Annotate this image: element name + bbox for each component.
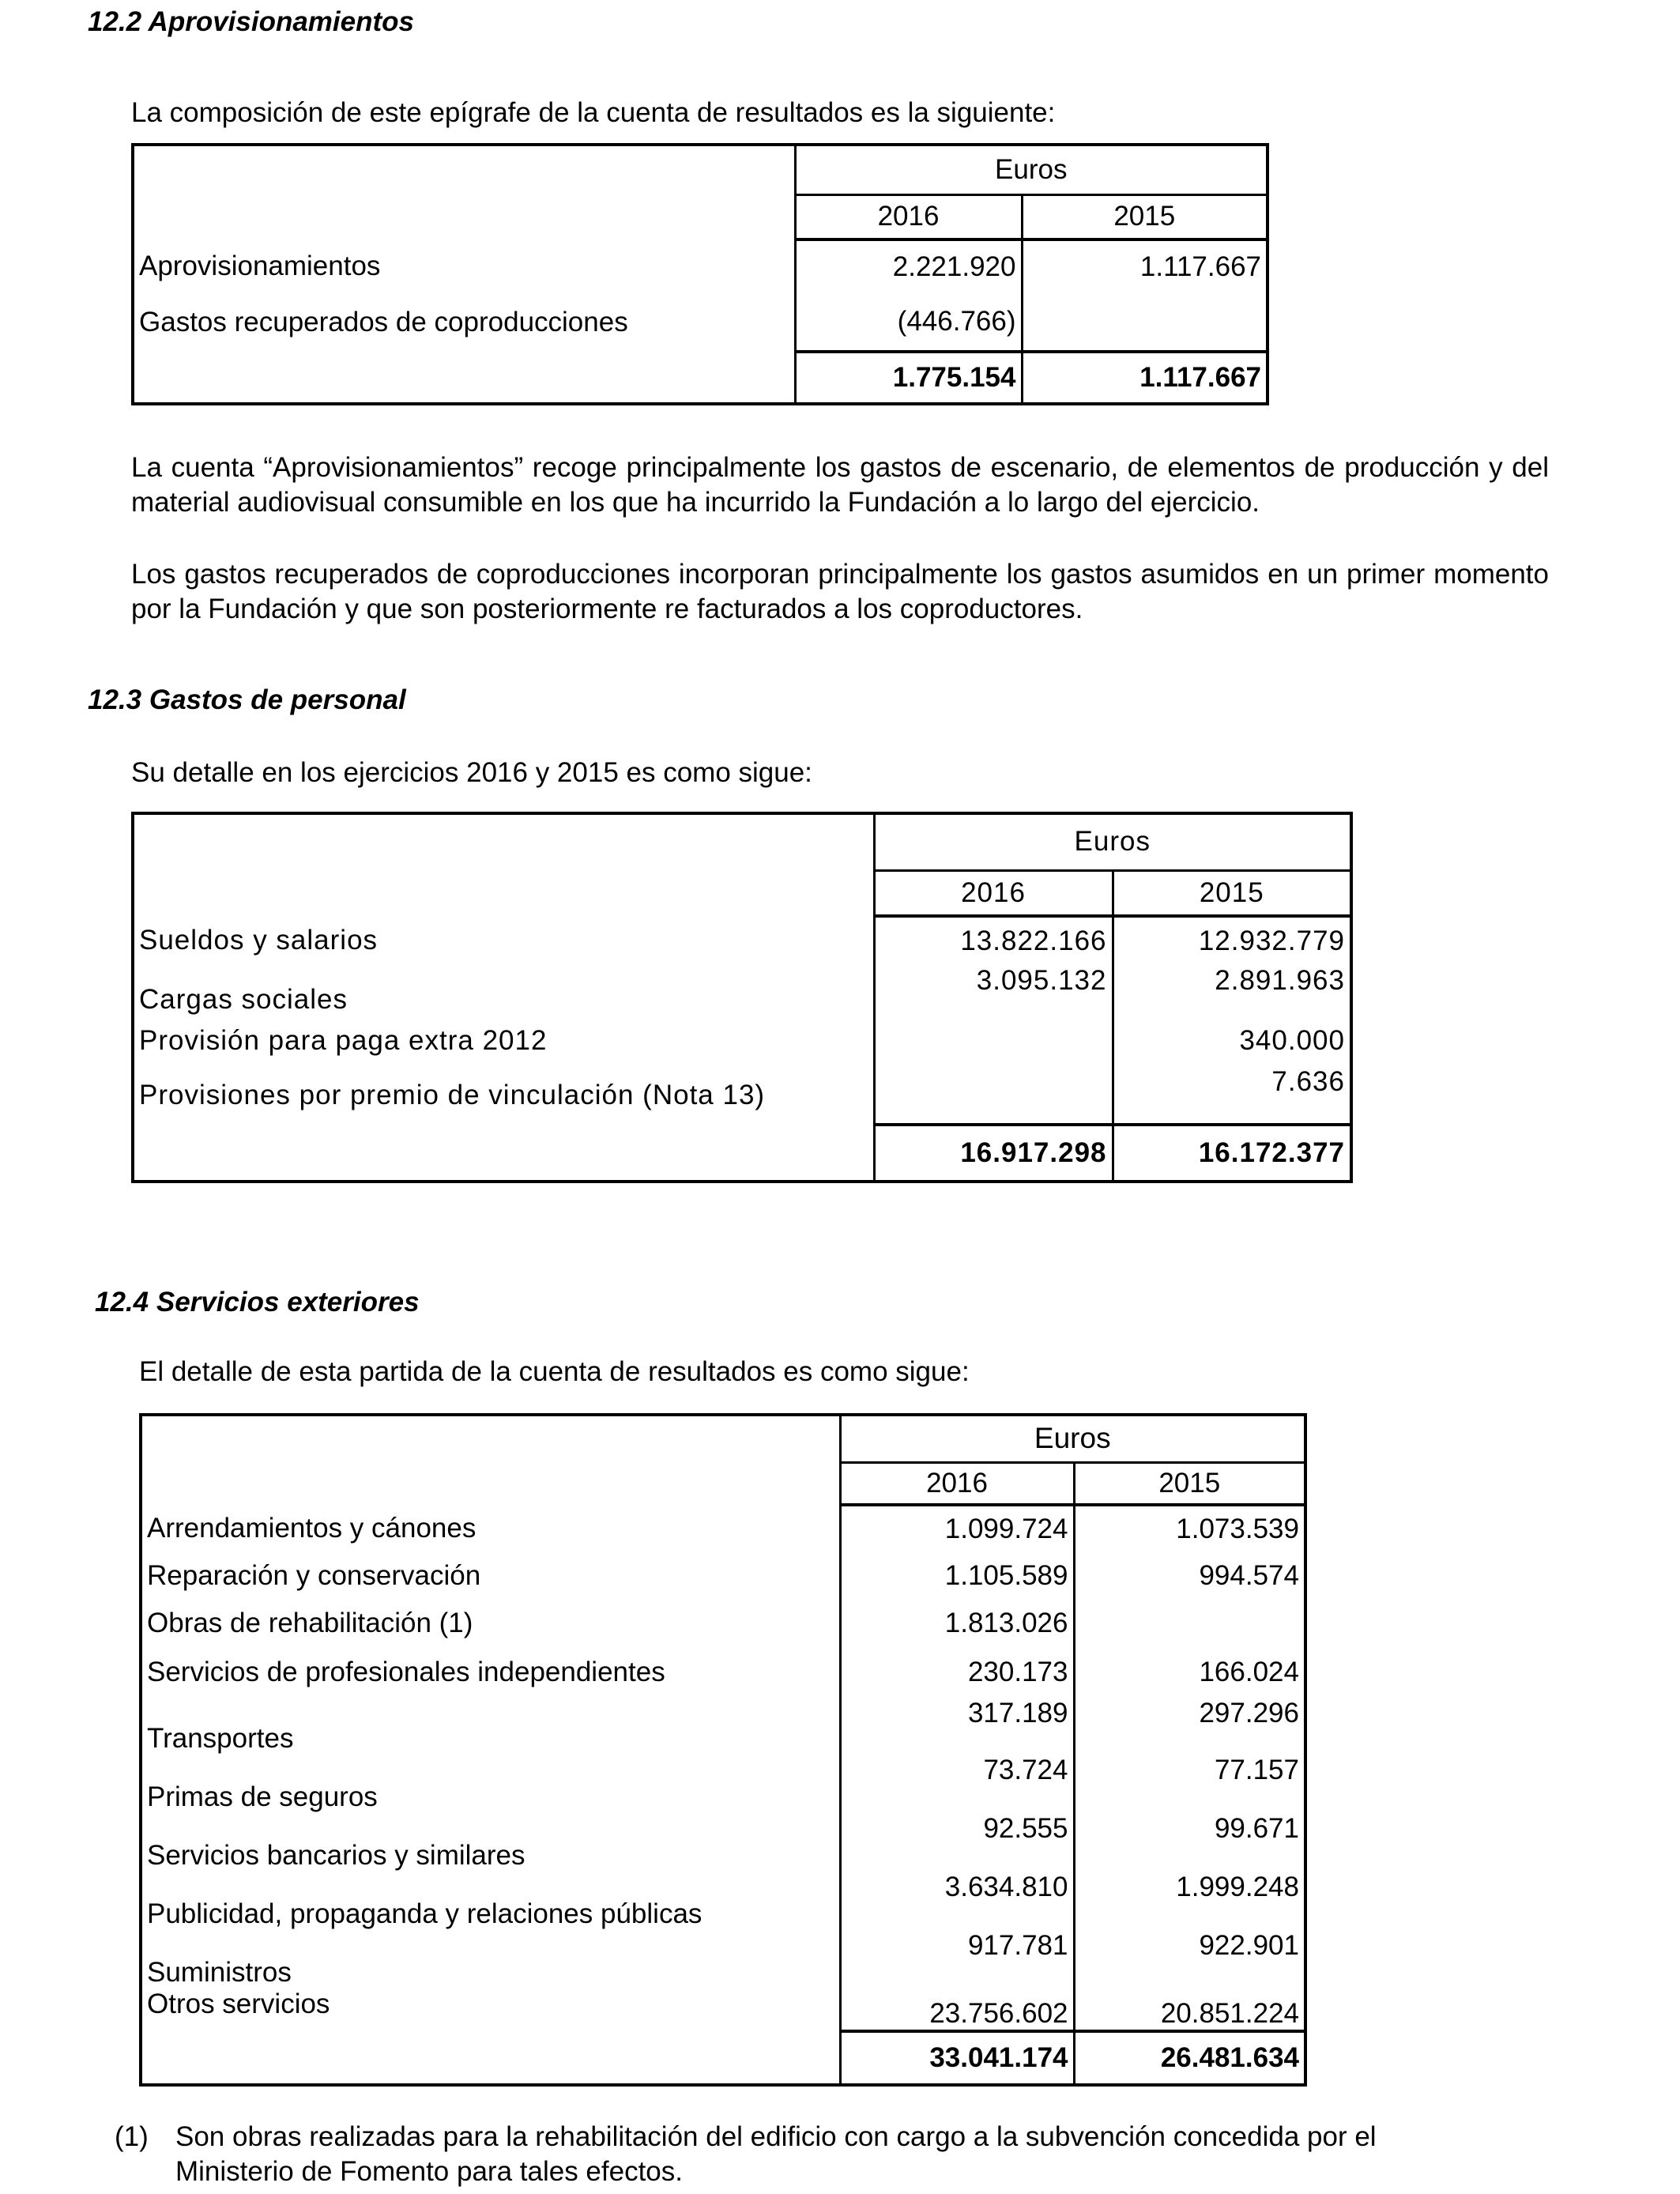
total-label-cell — [141, 2031, 840, 2085]
value-2016 — [874, 1016, 1113, 1066]
table-row — [141, 1813, 1305, 1872]
value-2015: 1.999.248 — [1074, 1872, 1305, 1930]
value-2015: 2.891.963 — [1113, 965, 1351, 1016]
value-2015: 922.901 — [1074, 1930, 1305, 1989]
table-row — [133, 1016, 1351, 1066]
total-row — [141, 2031, 1305, 2085]
footnote-text: Son obras realizadas para la rehabilitación del edificio con cargo a la subvención concedida por el Ministerio de Fomento para tales efectos. — [175, 2121, 1377, 2187]
row-label: Transportes — [147, 1723, 294, 1754]
total-label-cell — [133, 352, 795, 404]
value-2015: 77.157 — [1074, 1755, 1305, 1813]
value-2016: 1.099.724 — [840, 1505, 1074, 1552]
year-header-2015: 2015 — [1022, 194, 1268, 239]
year-header-2016: 2016 — [840, 1462, 1074, 1505]
value-2015: 99.671 — [1074, 1813, 1305, 1872]
row-label: Aprovisionamientos — [139, 251, 381, 281]
total-2015: 1.117.667 — [1022, 352, 1268, 404]
row-label: Servicios bancarios y similares — [147, 1840, 525, 1871]
table-row — [133, 293, 1268, 352]
table-row — [141, 1930, 1305, 1989]
value-2016: 3.095.132 — [874, 965, 1113, 1016]
euros-header: Euros — [874, 813, 1351, 870]
table-row — [141, 1989, 1305, 2031]
value-2016: (446.766) — [795, 293, 1022, 352]
table-row — [133, 239, 1268, 293]
table-row — [141, 1600, 1305, 1647]
value-2016: 317.189 — [840, 1698, 1074, 1755]
value-2016: 230.173 — [840, 1647, 1074, 1698]
section-heading: 12.2 Aprovisionamientos — [88, 6, 414, 37]
table-row — [133, 1066, 1351, 1125]
table-row — [141, 1647, 1305, 1698]
euros-header: Euros — [840, 1415, 1305, 1462]
section-intro: Su detalle en los ejercicios 2016 y 2015 es como sigue: — [131, 757, 812, 788]
table-row — [133, 965, 1351, 1016]
total-2015: 26.481.634 — [1074, 2031, 1305, 2085]
section-intro: La composición de este epígrafe de la cuenta de resultados es la siguiente: — [131, 97, 1056, 128]
table-row — [141, 1552, 1305, 1600]
total-label-cell — [133, 1125, 874, 1182]
year-header-2016: 2016 — [874, 870, 1113, 916]
table-row — [141, 1755, 1305, 1813]
table-row — [141, 1505, 1305, 1552]
euros-header: Euros — [795, 145, 1268, 194]
value-2015: 297.296 — [1074, 1698, 1305, 1755]
value-2016 — [874, 1066, 1113, 1125]
row-label: Reparación y conservación — [147, 1560, 481, 1591]
row-label: Otros servicios — [147, 1989, 330, 2019]
total-2016: 33.041.174 — [840, 2031, 1074, 2085]
footnote-marker: (1) — [115, 2121, 149, 2152]
row-label: Primas de seguros — [147, 1781, 378, 1812]
total-row — [133, 352, 1268, 404]
value-2016: 1.105.589 — [840, 1552, 1074, 1600]
table-row — [141, 1698, 1305, 1755]
table-row — [141, 1872, 1305, 1930]
row-label: Obras de rehabilitación (1) — [147, 1608, 473, 1638]
value-2015: 166.024 — [1074, 1647, 1305, 1698]
table-corner — [133, 813, 874, 916]
row-label: Gastos recuperados de coproducciones — [139, 307, 628, 337]
value-2016: 92.555 — [840, 1813, 1074, 1872]
paragraph: La cuenta “Aprovisionamientos” recoge principalmente los gastos de escenario, de elementos de producción y del material audiovisual consumible en los que ha incurrido la Fundación a lo largo del ejercicio. — [131, 452, 1549, 518]
value-2015: 1.073.539 — [1074, 1505, 1305, 1552]
total-2016: 1.775.154 — [795, 352, 1022, 404]
row-label: Provisión para paga extra 2012 — [139, 1025, 548, 1056]
section-heading: 12.3 Gastos de personal — [88, 684, 406, 715]
row-label: Publicidad, propaganda y relaciones públicas — [147, 1898, 703, 1929]
total-row — [133, 1125, 1351, 1182]
row-label: Suministros — [147, 1957, 292, 1988]
value-2015 — [1022, 293, 1268, 352]
total-2015: 16.172.377 — [1113, 1125, 1351, 1182]
value-2015: 12.932.779 — [1113, 916, 1351, 965]
value-2016: 23.756.602 — [840, 1989, 1074, 2031]
row-label: Servicios de profesionales independientes — [147, 1657, 665, 1687]
table-row — [133, 916, 1351, 965]
value-2015 — [1074, 1600, 1305, 1647]
year-header-2016: 2016 — [795, 194, 1022, 239]
value-2016: 2.221.920 — [795, 239, 1022, 293]
section-intro: El detalle de esta partida de la cuenta de resultados es como sigue: — [139, 1356, 970, 1387]
section-heading: 12.4 Servicios exteriores — [95, 1287, 420, 1318]
row-label: Cargas sociales — [139, 984, 348, 1015]
value-2015: 340.000 — [1113, 1016, 1351, 1066]
table-corner — [141, 1415, 840, 1505]
row-label: Arrendamientos y cánones — [147, 1513, 477, 1544]
value-2016: 917.781 — [840, 1930, 1074, 1989]
value-2015: 994.574 — [1074, 1552, 1305, 1600]
value-2015: 1.117.667 — [1022, 239, 1268, 293]
row-label: Provisiones por premio de vinculación (Nota 13) — [139, 1080, 766, 1110]
value-2016: 73.724 — [840, 1755, 1074, 1813]
aprovisionamientos-table — [131, 143, 1269, 405]
value-2016: 3.634.810 — [840, 1872, 1074, 1930]
table-corner — [133, 145, 795, 239]
value-2015: 7.636 — [1113, 1066, 1351, 1125]
year-header-2015: 2015 — [1074, 1462, 1305, 1505]
row-label: Sueldos y salarios — [139, 925, 379, 956]
value-2016: 1.813.026 — [840, 1600, 1074, 1647]
value-2016: 13.822.166 — [874, 916, 1113, 965]
servicios-exteriores-table — [139, 1413, 1307, 2087]
total-2016: 16.917.298 — [874, 1125, 1113, 1182]
value-2015: 20.851.224 — [1074, 1989, 1305, 2031]
gastos-personal-table — [131, 812, 1353, 1183]
paragraph: Los gastos recuperados de coproducciones incorporan principalmente los gastos asumidos en un primer momento por la Fundación y que son posteriormente re facturados a los coproductores. — [131, 559, 1549, 624]
year-header-2015: 2015 — [1113, 870, 1351, 916]
